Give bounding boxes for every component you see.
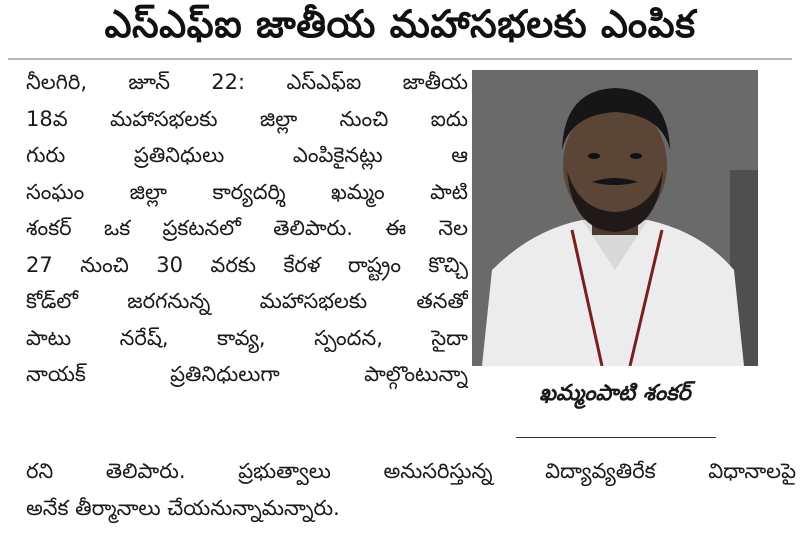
body-line: కోడ్‌లో జరగనున్న మహాసభలకు తనతో bbox=[26, 289, 468, 313]
body-line: పాటు నరేష్, కావ్య, స్పందన, సైదా bbox=[26, 325, 468, 350]
headline-divider bbox=[8, 58, 792, 60]
body-line: గురు ప్రతినిధులు ఎంపికైనట్లు ఆ bbox=[26, 143, 468, 167]
person-photo-icon bbox=[472, 70, 758, 366]
body-line: 18వ మహాసభలకు జిల్లా నుంచి ఐదు bbox=[26, 106, 468, 131]
body-line: 27 నుంచి 30 వరకు కేరళ రాష్ట్రం కొచ్చి bbox=[26, 252, 468, 277]
body-line: అనేక తీర్మానాలు చేయనున్నామన్నారు. bbox=[26, 495, 340, 520]
person-photo bbox=[472, 70, 758, 366]
caption-divider bbox=[516, 437, 716, 438]
photo-caption: ఖమ్మంపాటి శంకర్ bbox=[539, 381, 691, 406]
body-line: నాయక్ ప్రతినిధులుగా పాల్గొంటున్నా bbox=[26, 362, 468, 386]
body-line: రని తెలిపారు. ప్రభుత్వాలు అనుసరిస్తున్న విద్యావ్యతిరేక విధానాలపై bbox=[26, 459, 796, 483]
headline: ఎస్ఎఫ్ఐ జాతీయ మహాసభలకు ఎంపిక bbox=[104, 2, 696, 46]
article-body-full-width bbox=[26, 453, 796, 526]
body-line: సంఘం జిల్లా కార్యదర్శి ఖమ్మం పాటి bbox=[26, 179, 468, 204]
body-line: నీలగిరి, జూన్ 22: ఎస్ఎఫ్ఐ జాతీయ bbox=[26, 70, 468, 94]
body-line: శంకర్ ఒక ప్రకటనలో తెలిపారు. ఈ నెల bbox=[26, 216, 468, 240]
article-body-column bbox=[26, 64, 468, 393]
